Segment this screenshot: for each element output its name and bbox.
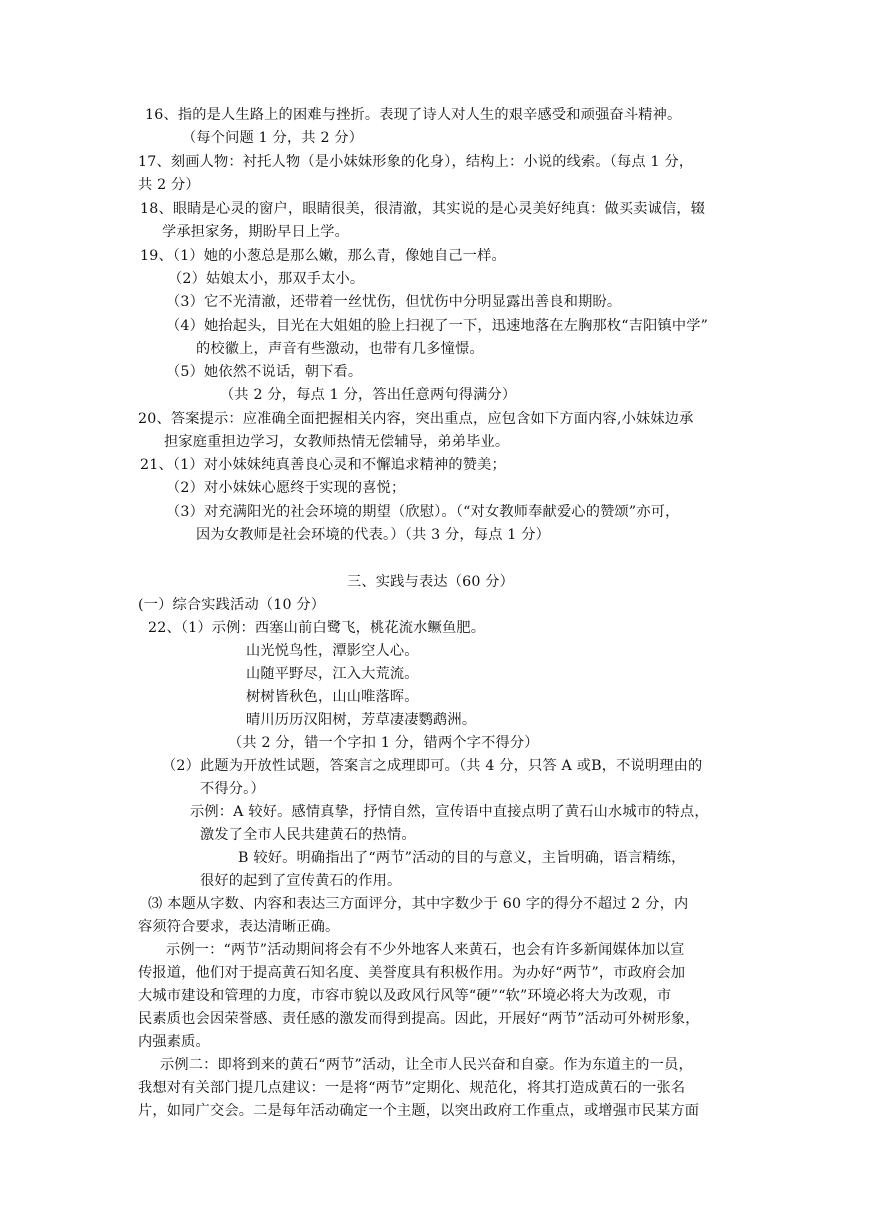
poem-line: 树树皆秋色，山山唯落晖。 [246, 689, 419, 705]
section-heading: 三、实践与表达（60 分） [347, 574, 515, 590]
answer-22-2: （2）此题为开放性试题，答案言之成理即可。（共 4 分，只答 A 或B，不说明理由的 [162, 758, 703, 774]
example-two: 示例二：即将到来的黄石“两节”活动，让全市人民兴奋和自豪。作为东道主的一员， [160, 1057, 693, 1073]
answer-20-cont: 担家庭重担边学习，女教师热情无偿辅导，弟弟毕业。 [164, 434, 510, 450]
answer-21-2: （2）对小妹妹心愿终于实现的喜悦； [166, 480, 406, 496]
answer-17-cont: 共 2 分） [138, 177, 200, 193]
answer-18-cont: 学承担家务，期盼早日上学。 [162, 224, 350, 240]
answer-19-score: （共 2 分，每点 1 分，答出任意两句得满分） [220, 387, 517, 403]
answer-18: 18、眼睛是心灵的窗户，眼睛很美，很清澈，其实说的是心灵美好纯真：做买卖诚信，辍 [140, 201, 706, 217]
answer-22-3: ⑶ 本题从字数、内容和表达三方面评分，其中字数少于 60 字的得分不超过 2 分，内 [148, 896, 689, 912]
answer-19-4: （4）她抬起头，目光在大姐姐的脸上扫视了一下，迅速地落在左胸那枚“吉阳镇中学” [166, 318, 709, 334]
example-two-cont: 片，如同广交会。二是每年活动确定一个主题，以突出政府工作重点，或增强市民某方面 [138, 1103, 700, 1119]
example-one-cont: 内强素质。 [138, 1034, 210, 1050]
poem-line: 山光悦鸟性，潭影空人心。 [246, 643, 419, 659]
example-one: 示例一：“两节”活动期间将会有不少外地客人来黄石，也会有许多新闻媒体加以宣 [166, 942, 685, 958]
poem-line: 山随平野尽，江入大荒流。 [246, 666, 419, 682]
answer-19-2: （2）姑娘太小，那双手太小。 [168, 271, 365, 287]
answer-22-1-score: （共 2 分，错一个字扣 1 分，错两个字不得分） [228, 735, 539, 751]
answer-21-3: （3）对充满阳光的社会环境的期望（欣慰）。（“对女教师奉献爱心的赞颂”亦可， [166, 504, 680, 520]
answer-22-1: 22、（1）示例：西塞山前白鹭飞，桃花流水鳜鱼肥。 [148, 620, 486, 636]
example-a: 示例：A 较好。感情真挚，抒情自然，宣传语中直接点明了黄石山水城市的特点， [190, 804, 709, 820]
example-one-cont: 民素质也会因荣誉感、责任感的激发而得到提高。因此，开展好“两节”活动可外树形象， [138, 1011, 700, 1027]
subsection-heading: (一）综合实践活动（10 分） [138, 597, 326, 613]
example-b: B 较好。明确指出了“两节”活动的目的与意义，主旨明确，语言精练， [238, 850, 686, 866]
answer-21-3-cont: 因为女教师是社会环境的代表。）（共 3 分，每点 1 分） [196, 527, 551, 543]
example-two-cont: 我想对有关部门提几点建议：一是将“两节”定期化、规范化，将其打造成黄石的一张名 [138, 1080, 686, 1096]
answer-16-score: （每个问题 1 分，共 2 分） [182, 130, 364, 146]
answer-22-2-cont: 不得分。） [200, 781, 265, 797]
example-one-cont: 传报道，他们对于提高黄石知名度、美誉度具有积极作用。为办好“两节”，市政府会加 [138, 965, 686, 981]
answer-19-1: 19、（1）她的小葱总是那么嫩，那么青，像她自己一样。 [140, 248, 506, 264]
answer-19-5: （5）她依然不说话，朝下看。 [166, 364, 363, 380]
poem-line: 晴川历历汉阳树，芳草凄凄鹦鹉洲。 [246, 712, 477, 728]
answer-19-4-cont: 的校徽上，声音有些激动，也带有几多憧憬。 [196, 341, 484, 357]
answer-21-1: 21、（1）对小妹妹纯真善良心灵和不懈追求精神的赞美； [140, 457, 506, 473]
example-one-cont: 大城市建设和管理的力度，市容市貌以及政风行风等“硬”“软”环境必将大为改观，市 [138, 988, 672, 1004]
answer-19-3: （3）它不光清澈，还带着一丝忧伤，但忧伤中分明显露出善良和期盼。 [166, 294, 622, 310]
answer-22-3-cont: 容须符合要求，表达清晰正确。 [138, 919, 340, 935]
answer-17: 17、刻画人物：衬托人物（是小妹妹形象的化身），结构上：小说的线索。（每点 1 分， [138, 154, 694, 170]
answer-20: 20、答案提示：应准确全面把握相关内容，突出重点，应包含如下方面内容,小妹妹边承 [138, 411, 694, 427]
answer-16: 16、指的是人生路上的困难与挫折。表现了诗人对人生的艰辛感受和顽强奋斗精神。 [145, 107, 682, 123]
example-b-cont: 很好的起到了宣传黄石的作用。 [200, 873, 402, 889]
example-a-cont: 激发了全市人民共建黄石的热情。 [200, 827, 416, 843]
